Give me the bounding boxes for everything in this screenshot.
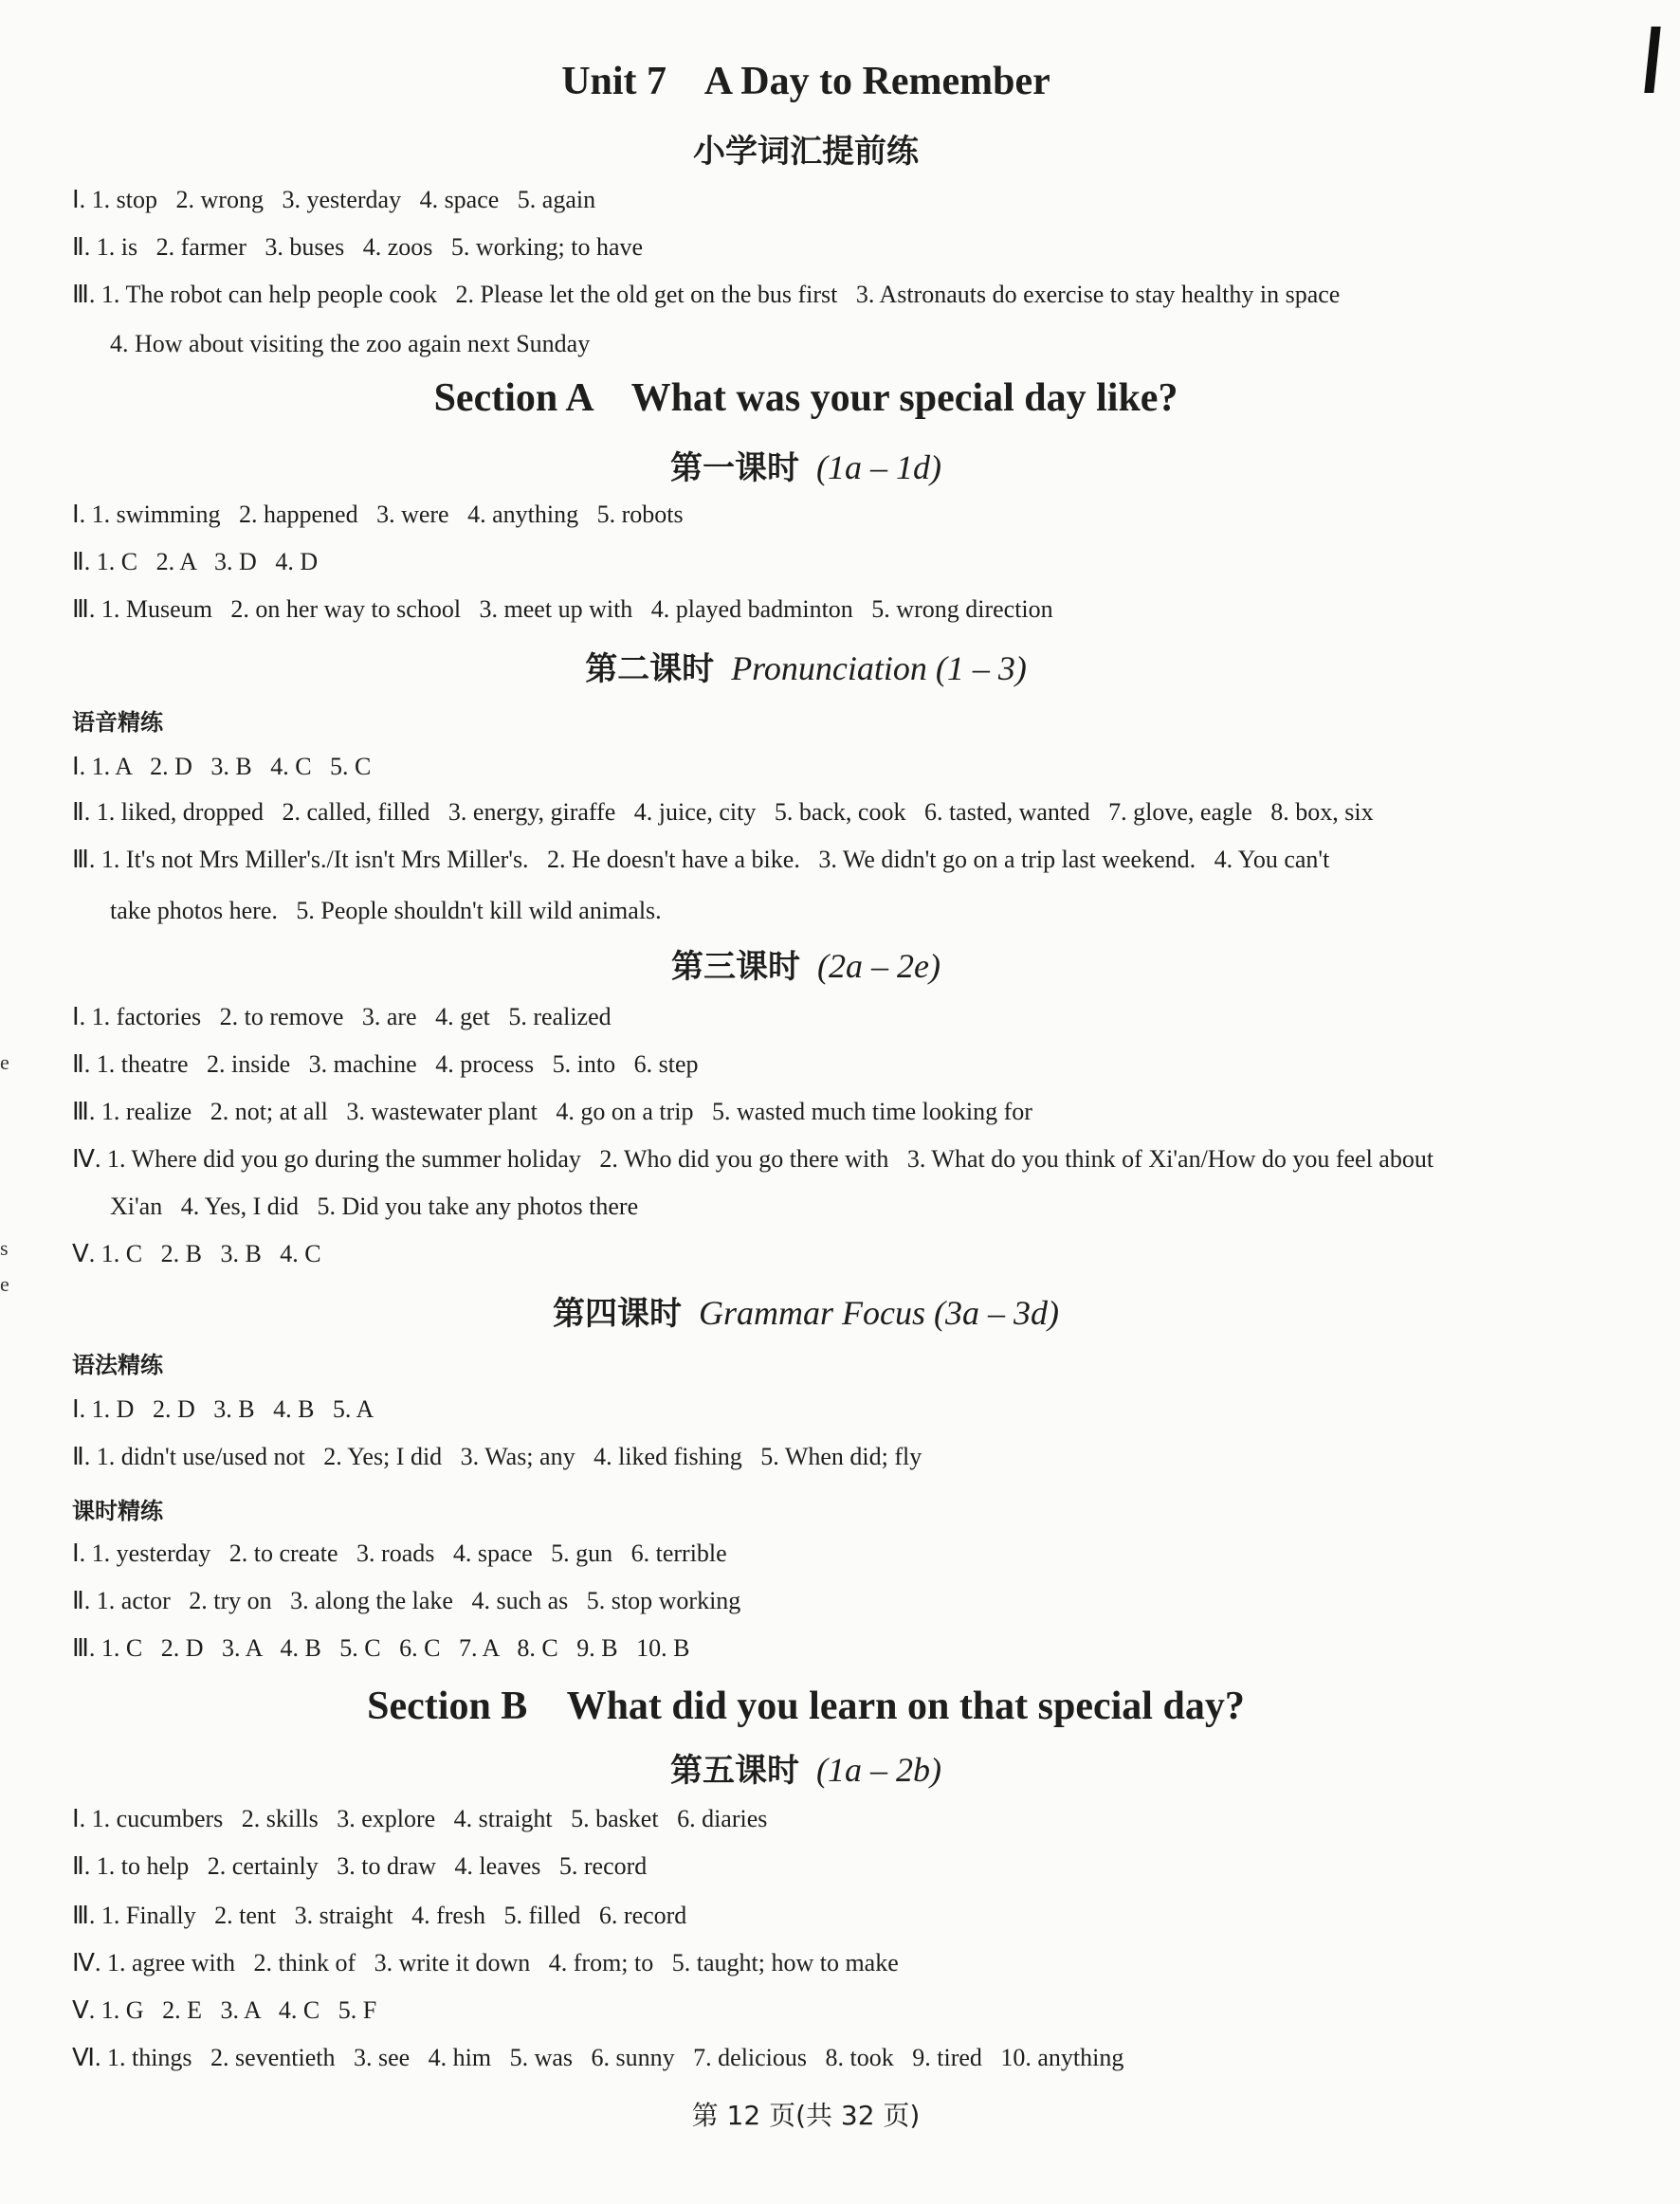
lesson-range: Pronunciation (1 – 3) — [714, 649, 1027, 687]
vocab-subtitle: 小学词汇提前练 — [693, 133, 919, 171]
lesson-5-heading — [0, 1744, 1612, 1791]
answer-line: Ⅲ. 1. C 2. D 3. A 4. B 5. C 6. C 7. A 8. C 9. B 10. B — [72, 1634, 690, 1662]
edge-letter: s — [0, 1236, 9, 1260]
lesson-4-heading — [0, 1287, 1612, 1334]
lesson-label: 第三课时 — [671, 948, 801, 986]
lesson-range: (1a – 1d) — [799, 448, 941, 486]
answer-line: take photos here. 5. People shouldn't kill wild animals. — [110, 897, 662, 924]
answer-line: Ⅲ. 1. realize 2. not; at all 3. wastewater plant 4. go on a trip 5. wasted much time looking for — [72, 1098, 1032, 1125]
answer-line: Ⅰ. 1. cucumbers 2. skills 3. explore 4. straight 5. basket 6. diaries — [72, 1805, 768, 1832]
edge-letter: e — [0, 1272, 9, 1296]
lesson-range: (2a – 2e) — [800, 947, 940, 985]
answer-line: Ⅲ. 1. It's not Mrs Miller's./It isn't Mrs Miller's. 2. He doesn't have a bike. 3. We didn't go on a trip last weekend. 4. You can't — [72, 846, 1330, 873]
answer-line: Ⅱ. 1. to help 2. certainly 3. to draw 4. leaves 5. record — [72, 1852, 648, 1880]
lesson-label: 第五课时 — [670, 1752, 799, 1790]
answer-line: Ⅰ. 1. A 2. D 3. B 4. C 5. C — [72, 753, 372, 780]
answer-line: Xi'an 4. Yes, I did 5. Did you take any photos there — [110, 1193, 639, 1220]
answer-line: Ⅱ. 1. liked, dropped 2. called, filled 3. energy, giraffe 4. juice, city 5. back, cook 6. tasted, wanted 7. glove, eagle 8. box, six — [72, 798, 1374, 826]
lesson-3-heading — [0, 940, 1612, 987]
subheading: 课时精练 — [72, 1498, 163, 1524]
page-footer: 第 12 页(共 32 页) — [691, 2100, 921, 2131]
subheading: 语音精练 — [72, 709, 163, 736]
answer-line: Ⅰ. 1. D 2. D 3. B 4. B 5. A — [72, 1395, 374, 1423]
answer-line: Ⅰ. 1. factories 2. to remove 3. are 4. get 5. realized — [72, 1003, 612, 1030]
answer-line: Ⅱ. 1. theatre 2. inside 3. machine 4. process 5. into 6. step — [72, 1050, 699, 1078]
lesson-label: 第二课时 — [585, 650, 715, 688]
answer-line: Ⅱ. 1. didn't use/used not 2. Yes; I did 3. Was; any 4. liked fishing 5. When did; fly — [72, 1443, 922, 1470]
answer-line: Ⅰ. 1. stop 2. wrong 3. yesterday 4. space 5. again — [72, 186, 596, 213]
subheading: 语法精练 — [72, 1352, 163, 1378]
lesson-label: 第四课时 — [553, 1295, 683, 1333]
edge-letter: e — [0, 1050, 9, 1074]
answer-line: Ⅴ. 1. C 2. B 3. B 4. C — [72, 1240, 321, 1267]
answer-line: Ⅱ. 1. C 2. A 3. D 4. D — [72, 548, 319, 575]
answer-line: Ⅵ. 1. things 2. seventieth 3. see 4. him 5. was 6. sunny 7. delicious 8. took 9. tired 10. anything — [72, 2044, 1124, 2071]
answer-line: Ⅴ. 1. G 2. E 3. A 4. C 5. F — [72, 1996, 377, 2024]
answer-line: Ⅲ. 1. The robot can help people cook 2. Please let the old get on the bus first 3. Astronauts do exercise to stay healthy in space — [72, 281, 1341, 308]
unit-title: Unit 7 A Day to Remember — [561, 60, 1050, 103]
answer-line: Ⅰ. 1. yesterday 2. to create 3. roads 4. space 5. gun 6. terrible — [72, 1539, 727, 1567]
section-a-title: Section A What was your special day like? — [433, 376, 1178, 420]
answer-line: Ⅳ. 1. Where did you go during the summer holiday 2. Who did you go there with 3. What do you think of Xi'an/How do you feel about — [72, 1145, 1434, 1173]
lesson-1-heading — [0, 442, 1612, 488]
lesson-range: (1a – 2b) — [799, 1751, 941, 1789]
lesson-label: 第一课时 — [670, 449, 799, 487]
lesson-range: Grammar Focus (3a – 3d) — [682, 1294, 1059, 1332]
answer-line: 4. How about visiting the zoo again next Sunday — [110, 330, 591, 357]
answer-line: Ⅱ. 1. is 2. farmer 3. buses 4. zoos 5. working; to have — [72, 233, 644, 261]
answer-line: Ⅲ. 1. Finally 2. tent 3. straight 4. fresh 5. filled 6. record — [72, 1902, 687, 1929]
lesson-2-heading — [0, 643, 1612, 689]
scan-edge-mark — [1644, 27, 1660, 93]
answer-line: Ⅰ. 1. swimming 2. happened 3. were 4. anything 5. robots — [72, 501, 684, 528]
answer-line: Ⅲ. 1. Museum 2. on her way to school 3. meet up with 4. played badminton 5. wrong direction — [72, 595, 1053, 623]
section-b-title: Section B What did you learn on that special day? — [367, 1685, 1245, 1728]
answer-line: Ⅳ. 1. agree with 2. think of 3. write it down 4. from; to 5. taught; how to make — [72, 1949, 899, 1976]
answer-line: Ⅱ. 1. actor 2. try on 3. along the lake 4. such as 5. stop working — [72, 1587, 741, 1614]
